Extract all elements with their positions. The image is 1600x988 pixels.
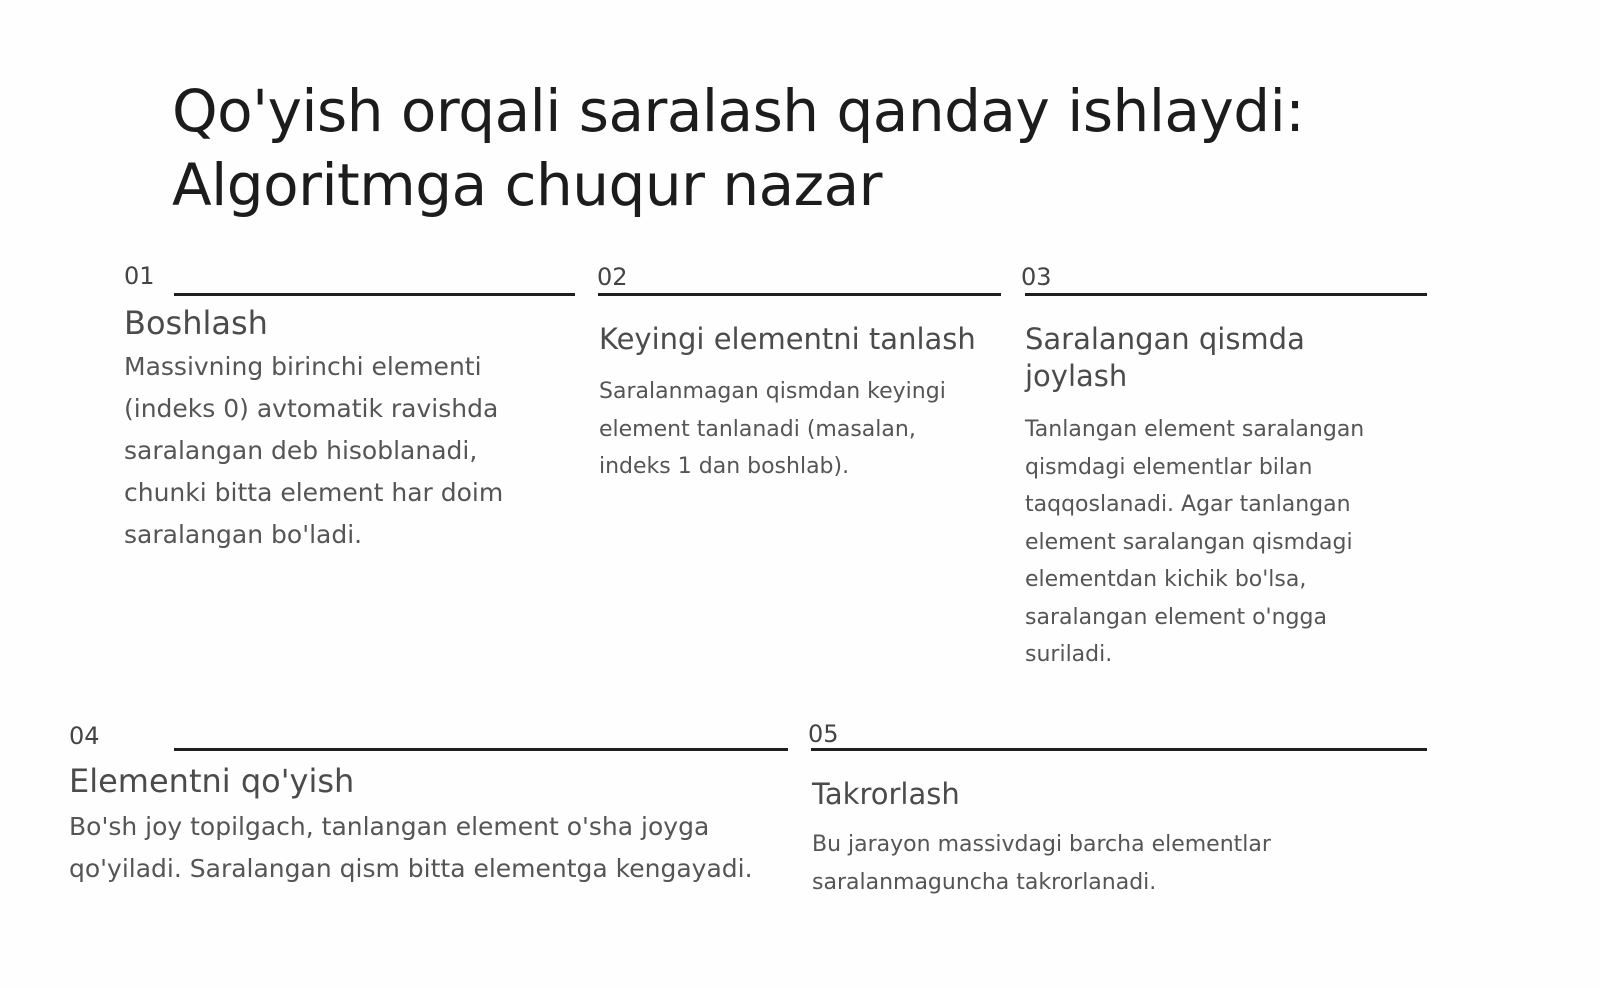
step-text: Massivning birinchi elementi (indeks 0) avtomatik ravishda saralangan deb hisoblanadi, chunki bitta element har doim saralangan bo'ladi. bbox=[124, 352, 504, 549]
step-number: 01 bbox=[124, 262, 155, 290]
step-heading: Keyingi elementni tanlash bbox=[599, 322, 976, 356]
page-title-line-2: Algoritmga chuqur nazar bbox=[172, 151, 882, 219]
step-heading: Saralangan qismda joylash bbox=[1025, 322, 1305, 393]
step-divider bbox=[1025, 293, 1427, 296]
step-number: 05 bbox=[808, 720, 839, 748]
step-heading: Elementni qo'yish bbox=[69, 762, 355, 800]
step-divider bbox=[174, 293, 575, 296]
step-text: Saralanmagan qismdan keyingi element tanlanadi (masalan, indeks 1 dan boshlab). bbox=[599, 379, 946, 479]
step-text: Bo'sh joy topilgach, tanlangan element o'sha joyga qo'yiladi. Saralangan qism bitta elementga kengayadi. bbox=[69, 812, 753, 883]
step-text: Tanlangan element saralangan qismdagi elementlar bilan taqqoslanadi. Agar tanlangan element saralangan qismdagi elementdan kichik bo'lsa, saralangan element o'ngga suriladi. bbox=[1025, 417, 1365, 667]
step-heading: Boshlash bbox=[124, 304, 268, 342]
step-divider bbox=[811, 748, 1427, 751]
step-number: 02 bbox=[597, 263, 628, 291]
step-number: 04 bbox=[69, 722, 100, 750]
step-heading: Takrorlash bbox=[812, 777, 960, 811]
step-text: Bu jarayon massivdagi barcha elementlar saralanmaguncha takrorlanadi. bbox=[812, 832, 1271, 895]
step-divider bbox=[174, 748, 788, 751]
page-title-line-1: Qo'yish orqali saralash qanday ishlaydi: bbox=[172, 77, 1305, 145]
page-title bbox=[172, 74, 1304, 222]
step-divider bbox=[598, 293, 1001, 296]
step-number: 03 bbox=[1021, 263, 1052, 291]
